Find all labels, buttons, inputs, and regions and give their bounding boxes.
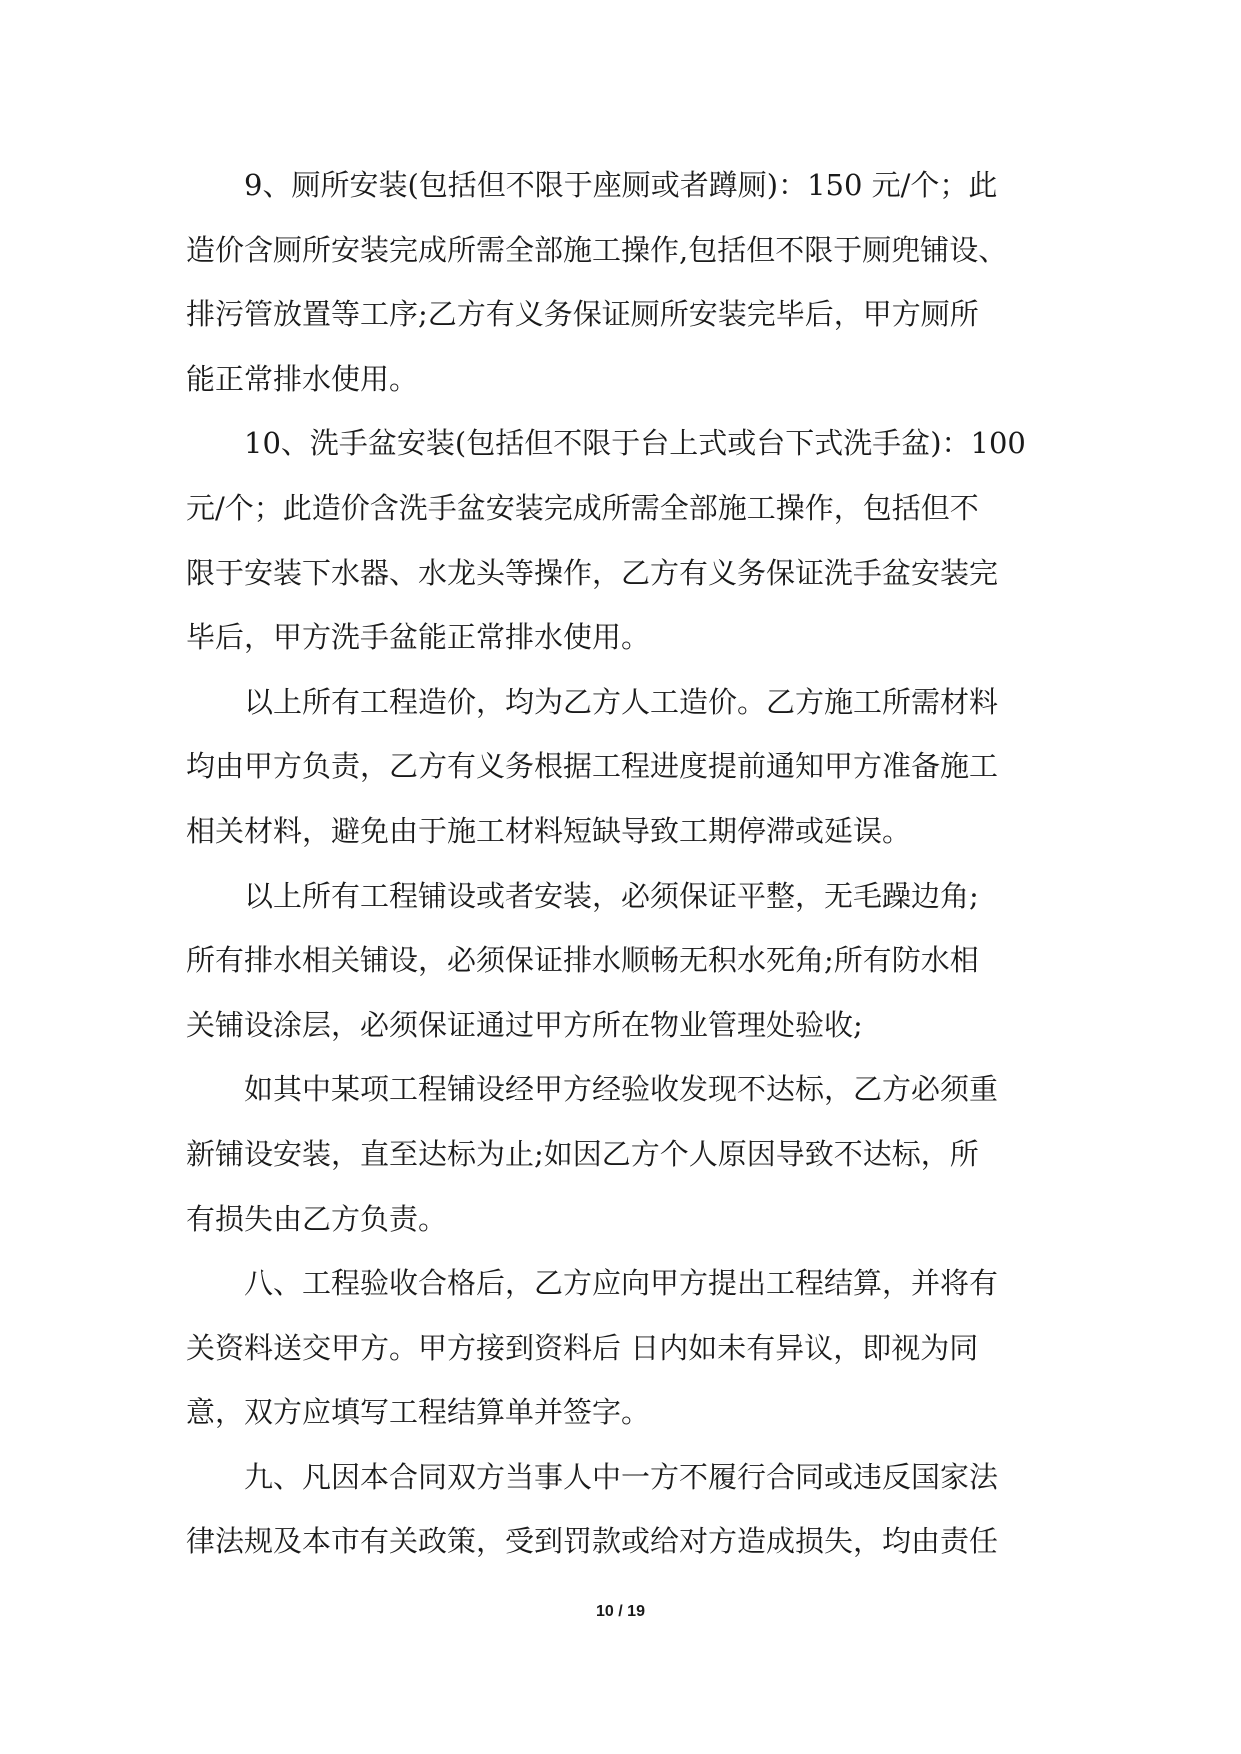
paragraph-line: 以上所有工程铺设或者安装，必须保证平整，无毛躁边角; [244,878,979,913]
paragraph-line: 9、厕所安装(包括但不限于座厕或者蹲厕)：150 元/个；此 [244,168,998,202]
paragraph-line: 如其中某项工程铺设经甲方经验收发现不达标，乙方必须重 [244,1072,999,1107]
paragraph-line: 相关材料，避免由于施工材料短缺导致工期停滞或延误。 [186,813,912,848]
paragraph-line: 律法规及本市有关政策，受到罚款或给对方造成损失，均由责任 [186,1524,999,1559]
document-body [186,153,1066,1574]
paragraph-line: 排污管放置等工序;乙方有义务保证厕所安装完毕后，甲方厕所 [186,297,979,332]
paragraph-line: 意，双方应填写工程结算单并签字。 [186,1395,651,1430]
paragraph-line: 造价含厕所安装完成所需全部施工操作,包括但不限于厕兜铺设、 [186,232,1008,267]
paragraph-line: 八、工程验收合格后，乙方应向甲方提出工程结算，并将有 [244,1266,999,1301]
paragraph-line: 关资料送交甲方。甲方接到资料后 日内如未有异议，即视为同 [186,1330,979,1365]
paragraph-line: 能正常排水使用。 [186,361,419,396]
paragraph-line: 以上所有工程造价，均为乙方人工造价。乙方施工所需材料 [244,684,999,719]
paragraph-line: 元/个；此造价含洗手盆安装完成所需全部施工操作，包括但不 [186,490,979,525]
paragraph-line: 有损失由乙方负责。 [186,1201,448,1236]
paragraph-line: 九、凡因本合同双方当事人中一方不履行合同或违反国家法 [244,1459,999,1494]
paragraph-line: 10、洗手盆安装(包括但不限于台上式或台下式洗手盆)：100 [244,426,1026,461]
paragraph-line: 关铺设涂层，必须保证通过甲方所在物业管理处验收; [186,1007,863,1042]
paragraph-line: 所有排水相关铺设，必须保证排水顺畅无积水死角;所有防水相 [186,943,979,978]
paragraph-line: 新铺设安装，直至达标为止;如因乙方个人原因导致不达标，所 [186,1136,979,1171]
page-number: 10 / 19 [596,1603,645,1620]
paragraph-line: 均由甲方负责，乙方有义务根据工程进度提前通知甲方准备施工 [186,749,999,784]
paragraph-line: 限于安装下水器、水龙头等操作，乙方有义务保证洗手盆安装完 [186,555,999,590]
paragraph-line: 毕后，甲方洗手盆能正常排水使用。 [186,620,651,655]
